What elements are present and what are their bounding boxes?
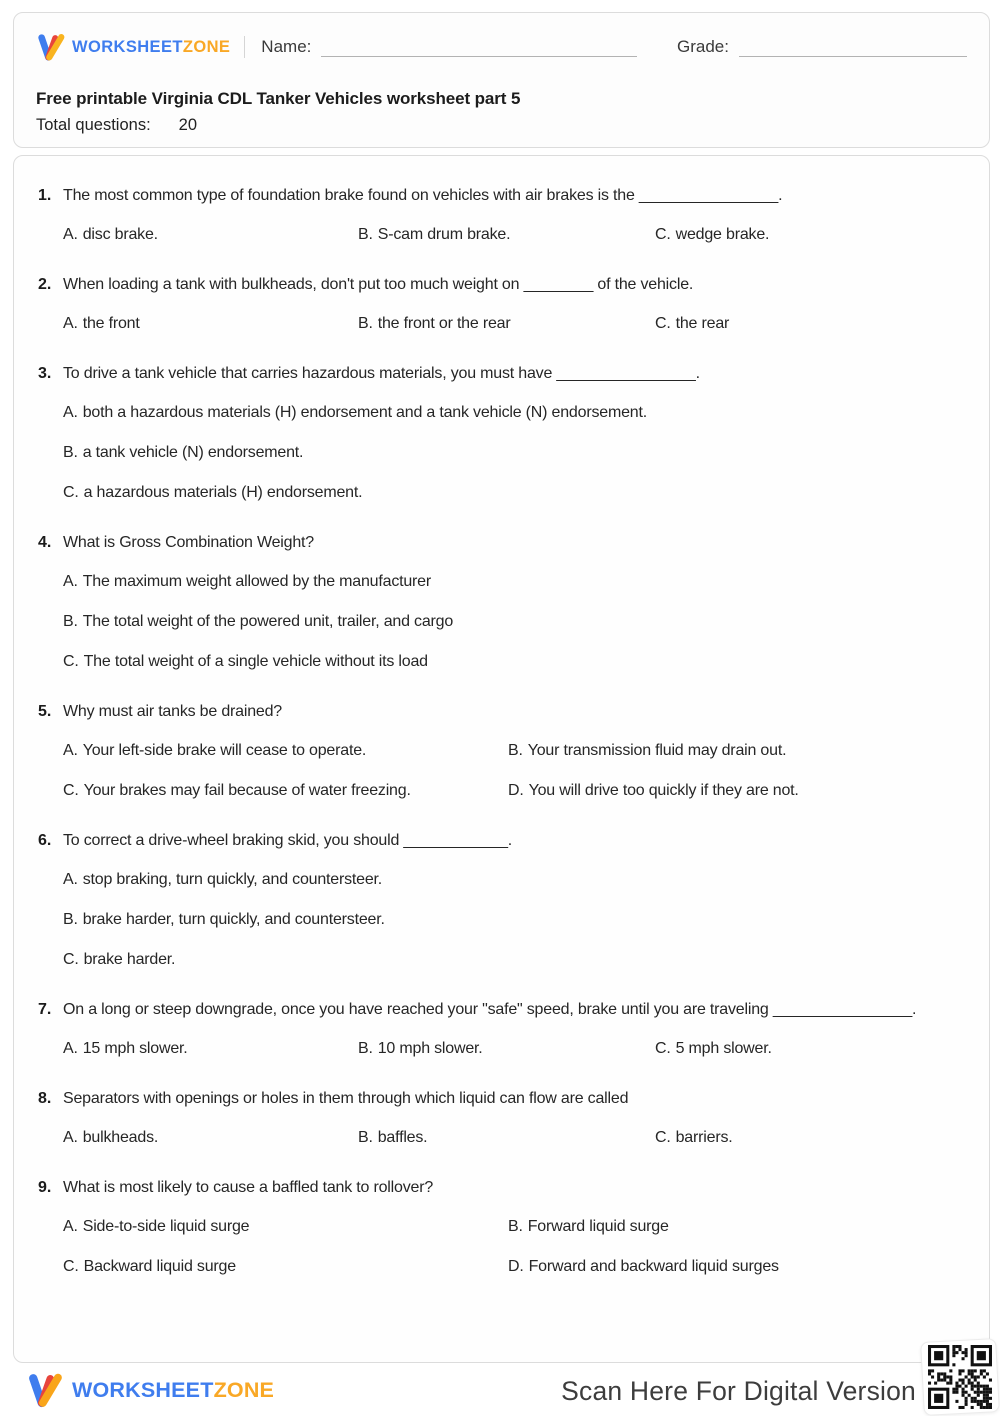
question-body — [63, 1086, 965, 1149]
option-letter: A. — [63, 315, 78, 332]
footer-brand-word-worksheet: WORKSHEET — [72, 1377, 214, 1402]
option-letter: A. — [63, 404, 78, 421]
answer-option[interactable] — [508, 739, 965, 762]
option-text: S-cam drum brake. — [377, 226, 511, 243]
option-text: Your left-side brake will cease to operate. — [82, 742, 367, 759]
qr-code — [920, 1338, 1000, 1416]
answer-option[interactable] — [63, 650, 965, 673]
option-letter: D. — [508, 1258, 524, 1275]
answer-option[interactable] — [655, 1126, 965, 1149]
option-letter: B. — [358, 1040, 373, 1057]
footer — [0, 1368, 1000, 1414]
option-text: the rear — [675, 315, 730, 332]
question-text: To correct a drive-wheel braking skid, you should ____________. — [63, 832, 513, 849]
grade-fill-line[interactable] — [739, 37, 967, 57]
question-item — [38, 183, 965, 246]
option-letter: B. — [63, 911, 78, 928]
option-letter: A. — [63, 573, 78, 590]
answer-option[interactable] — [63, 1037, 358, 1060]
answer-option[interactable] — [63, 1126, 358, 1149]
answer-option[interactable] — [63, 1255, 508, 1278]
answer-option[interactable] — [655, 1037, 965, 1060]
page-title: Free printable Virginia CDL Tanker Vehicles worksheet part 5 — [36, 89, 521, 108]
header-card — [13, 12, 990, 148]
brand-word-worksheet: WORKSHEET — [72, 37, 183, 56]
option-text: The maximum weight allowed by the manufacturer — [82, 573, 432, 590]
option-letter: C. — [63, 951, 79, 968]
question-text: What is Gross Combination Weight? — [63, 534, 314, 551]
option-letter: C. — [655, 1129, 671, 1146]
options-group — [63, 312, 965, 335]
option-letter: A. — [63, 871, 78, 888]
question-text: When loading a tank with bulkheads, don't put too much weight on ________ of the vehicle. — [63, 276, 694, 293]
options-group — [63, 1215, 965, 1278]
answer-option[interactable] — [63, 481, 965, 504]
question-number: 4. — [38, 534, 52, 551]
question-body — [63, 1175, 965, 1278]
question-text: What is most likely to cause a baffled tank to rollover? — [63, 1179, 434, 1196]
question-number: 9. — [38, 1179, 52, 1196]
option-text: The total weight of the powered unit, trailer, and cargo — [82, 613, 454, 630]
brand-wordmark — [72, 38, 230, 57]
question-number: 7. — [38, 1001, 52, 1018]
answer-option[interactable] — [358, 1126, 655, 1149]
question-item — [38, 828, 965, 971]
question-body — [63, 530, 965, 673]
question-number: 3. — [38, 365, 52, 382]
option-letter: A. — [63, 226, 78, 243]
option-text: bulkheads. — [82, 1129, 159, 1146]
answer-option[interactable] — [655, 312, 965, 335]
options-group — [63, 570, 965, 673]
answer-option[interactable] — [508, 779, 965, 802]
total-questions-row — [36, 116, 967, 135]
answer-option[interactable] — [63, 868, 965, 891]
question-body — [63, 272, 965, 335]
options-group — [63, 223, 965, 246]
question-number: 1. — [38, 187, 52, 204]
footer-worksheetzone-logo-icon — [26, 1370, 64, 1410]
total-questions-value: 20 — [178, 116, 198, 134]
question-text: To drive a tank vehicle that carries hazardous materials, you must have ________________. — [63, 365, 700, 382]
option-text: brake harder. — [83, 951, 176, 968]
option-text: brake harder, turn quickly, and countersteer. — [82, 911, 385, 928]
options-group — [63, 868, 965, 971]
footer-worksheetzone-logo — [26, 1370, 274, 1410]
option-letter: A. — [63, 1218, 78, 1235]
answer-option[interactable] — [63, 1215, 508, 1238]
question-body — [63, 183, 965, 246]
name-fill-line[interactable] — [321, 37, 637, 57]
answer-option[interactable] — [358, 1037, 655, 1060]
option-letter: B. — [358, 315, 373, 332]
option-text: a tank vehicle (N) endorsement. — [82, 444, 304, 461]
questions-card — [13, 155, 990, 1363]
option-text: 10 mph slower. — [377, 1040, 483, 1057]
option-letter: C. — [63, 1258, 79, 1275]
option-letter: B. — [508, 742, 523, 759]
option-text: disc brake. — [82, 226, 158, 243]
question-body — [63, 828, 965, 971]
answer-option[interactable] — [63, 610, 965, 633]
option-letter: C. — [63, 484, 79, 501]
option-text: barriers. — [675, 1129, 733, 1146]
total-questions-label: Total questions: — [36, 116, 151, 134]
option-letter: A. — [63, 742, 78, 759]
answer-option[interactable] — [63, 948, 965, 971]
option-text: wedge brake. — [675, 226, 770, 243]
footer-brand-wordmark — [72, 1378, 274, 1403]
option-letter: C. — [655, 315, 671, 332]
option-text: Backward liquid surge — [83, 1258, 236, 1275]
answer-option[interactable] — [63, 739, 508, 762]
answer-option[interactable] — [63, 441, 965, 464]
option-text: You will drive too quickly if they are not. — [528, 782, 799, 799]
option-letter: B. — [508, 1218, 523, 1235]
question-item — [38, 1086, 965, 1149]
question-text: On a long or steep downgrade, once you have reached your "safe" speed, brake until you are traveling ________________. — [63, 1001, 917, 1018]
option-text: Forward liquid surge — [527, 1218, 669, 1235]
option-letter: C. — [63, 653, 79, 670]
option-text: Your brakes may fail because of water freezing. — [83, 782, 411, 799]
question-body — [63, 997, 965, 1060]
answer-option[interactable] — [63, 570, 965, 593]
option-letter: C. — [655, 226, 671, 243]
question-text: Why must air tanks be drained? — [63, 703, 282, 720]
options-group — [63, 1037, 965, 1060]
brand-row — [36, 28, 967, 66]
question-item — [38, 997, 965, 1060]
answer-option[interactable] — [63, 779, 508, 802]
options-group — [63, 739, 965, 802]
option-text: Forward and backward liquid surges — [528, 1258, 779, 1275]
header-divider — [244, 36, 245, 58]
answer-option[interactable] — [63, 401, 965, 424]
option-text: a hazardous materials (H) endorsement. — [83, 484, 363, 501]
scan-here-text: Scan Here For Digital Version — [561, 1376, 916, 1406]
options-group — [63, 1126, 965, 1149]
name-label: Name: — [261, 37, 312, 56]
question-item — [38, 1175, 965, 1278]
question-number: 6. — [38, 832, 52, 849]
option-text: both a hazardous materials (H) endorsement and a tank vehicle (N) endorsement. — [82, 404, 647, 421]
worksheetzone-logo-icon — [36, 31, 66, 63]
question-item — [38, 699, 965, 802]
answer-option[interactable] — [358, 223, 655, 246]
option-text: stop braking, turn quickly, and countersteer. — [82, 871, 383, 888]
option-text: the front — [82, 315, 140, 332]
option-text: the front or the rear — [377, 315, 511, 332]
answer-option[interactable] — [508, 1255, 965, 1278]
question-item — [38, 272, 965, 335]
option-letter: C. — [63, 782, 79, 799]
answer-option[interactable] — [358, 312, 655, 335]
footer-brand-word-zone: ZONE — [213, 1377, 275, 1402]
option-letter: B. — [63, 613, 78, 630]
question-text: The most common type of foundation brake found on vehicles with air brakes is the ________________. — [63, 187, 783, 204]
answer-option[interactable] — [63, 312, 358, 335]
answer-option[interactable] — [63, 223, 358, 246]
brand-word-zone: ZONE — [182, 37, 231, 56]
option-letter: B. — [358, 226, 373, 243]
option-letter: C. — [655, 1040, 671, 1057]
answer-option[interactable] — [63, 908, 965, 931]
qr-code-pattern — [928, 1345, 992, 1409]
option-text: Side-to-side liquid surge — [82, 1218, 250, 1235]
question-body — [63, 699, 965, 802]
answer-option[interactable] — [508, 1215, 965, 1238]
worksheetzone-logo — [36, 31, 230, 63]
question-list — [38, 183, 965, 1278]
question-body — [63, 361, 965, 504]
question-item — [38, 361, 965, 504]
option-text: baffles. — [377, 1129, 428, 1146]
option-text: Your transmission fluid may drain out. — [527, 742, 787, 759]
question-number: 8. — [38, 1090, 52, 1107]
option-letter: A. — [63, 1040, 78, 1057]
grade-label: Grade: — [677, 37, 729, 56]
option-letter: A. — [63, 1129, 78, 1146]
option-text: 5 mph slower. — [675, 1040, 772, 1057]
option-letter: D. — [508, 782, 524, 799]
option-letter: B. — [63, 444, 78, 461]
question-item — [38, 530, 965, 673]
option-text: 15 mph slower. — [82, 1040, 188, 1057]
question-number: 2. — [38, 276, 52, 293]
question-number: 5. — [38, 703, 52, 720]
option-text: The total weight of a single vehicle without its load — [83, 653, 428, 670]
question-text: Separators with openings or holes in them through which liquid can flow are called — [63, 1090, 629, 1107]
option-letter: B. — [358, 1129, 373, 1146]
options-group — [63, 401, 965, 504]
answer-option[interactable] — [655, 223, 965, 246]
